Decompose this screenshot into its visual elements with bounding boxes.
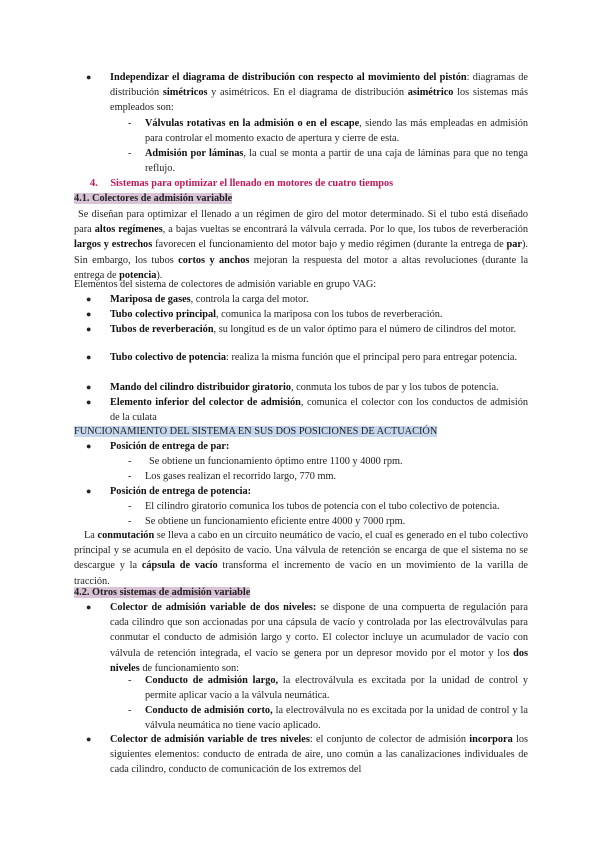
posicion-par: ● Posición de entrega de par: — [86, 441, 230, 452]
par-sub-1: - Se obtiene un funcionamiento óptimo entre 1100 y 4000 rpm. — [128, 456, 403, 467]
section-4-1-heading: 4.1. Colectores de admisión variable — [74, 193, 233, 204]
sub-valvulas-rotativas: - Válvulas rotativas en la admisión o en el escape, siendo las más empleadas en admisión para controlar el momento exacto de apertura y cierre de esta. — [128, 118, 528, 145]
element-tubo-colectivo-principal: ● Tubo colectivo principal, comunica la mariposa con los tubos de reverberación. — [86, 309, 443, 320]
element-inferior-colector: ● Elemento inferior del colector de admisión, comunica el colector con los conductos de admisión de la culata — [86, 397, 529, 424]
section-4-2-heading: 4.2. Otros sistemas de admisión variable — [74, 587, 251, 598]
potencia-sub-1: - El cilindro giratorio comunica los tubos de potencia con el tubo colectivo de potencia. — [128, 501, 500, 512]
bullet-independizar: ● Independizar el diagrama de distribución con respecto al movimiento del pistón: diagramas de distribución simétricos y asimétricos. En el diagrama de distribución asimétrico los sistemas más empleados son: — [86, 72, 529, 114]
par-sub-2: - Los gases realizan el recorrido largo, 770 mm. — [128, 471, 337, 482]
sub-admision-laminas: - Admisión por láminas, la cual se monta a partir de una caja de láminas para que no tenga reflujo. — [128, 148, 528, 175]
colector-dos-niveles: ● Colector de admisión variable de dos niveles: se dispone de una compuerta de regulación para cada cilindro que son accionadas por una cápsula de vacío y controlada por las electroválvulas para conmutar el conducto de admisión largo y corto. El colector incluye un acumulador de vacío con válvula de retención integrada, el vacío se genera por un depresor movido por el motor y los dos niveles de funcionamiento son: — [86, 602, 528, 674]
functioning-heading: FUNCIONAMIENTO DEL SISTEMA EN SUS DOS POSICIONES DE ACTUACIÓN — [74, 426, 438, 437]
elements-intro: Elementos del sistema de colectores de admisión variable en grupo VAG: — [74, 279, 377, 290]
element-mando-cilindro: ● Mando del cilindro distribuidor giratorio, conmuta los tubos de par y los tubos de potencia. — [86, 382, 499, 393]
bold-text: Independizar el diagrama de distribución con respecto al movimiento del pistón — [110, 72, 467, 83]
section-4-heading: 4. Sistemas para optimizar el llenado en motores de cuatro tiempos — [90, 178, 394, 189]
conducto-largo: - Conducto de admisión largo, la electroválvula es excitada por la unidad de control y permite aplicar vacío a la válvula neumática. — [128, 675, 528, 702]
conducto-corto: - Conducto de admisión corto, la electroválvula no es excitada por la unidad de control y la válvula neumática no tiene vacío aplicado. — [128, 705, 528, 732]
element-mariposa: ● Mariposa de gases, controla la carga del motor. — [86, 294, 309, 305]
element-tubo-colectivo-potencia: ● Tubo colectivo de potencia: realiza la misma función que el principal pero para entregar potencia. — [86, 352, 518, 363]
posicion-potencia: ● Posición de entrega de potencia: — [86, 486, 252, 497]
colector-tres-niveles: ● Colector de admisión variable de tres niveles: el conjunto de colector de admisión incorpora los siguientes elementos: conducto de entrada de aire, uno común a las canalizaciones individuales de cada cilindro, conducto de comunicación de los extremos del — [86, 734, 528, 776]
section-4-1-paragraph: Se diseñan para optimizar el llenado a un régimen de giro del motor determinado. Si el tubo está diseñado para altos regímenes, a bajas vueltas se encontrará la válvula cerrada. Por lo que, los tubos de reverberación largos y estrechos favorecen el funcionamiento del motor bajo y medio régimen (durante la entrega de par). Sin embargo, los tubos cortos y anchos mejoran la respuesta del motor a altas revoluciones (durante la entrega de potencia). — [74, 209, 529, 281]
bullet-dot: ● — [86, 72, 92, 82]
potencia-sub-2: - Se obtiene un funcionamiento eficiente entre 4000 y 7000 rpm. — [128, 516, 406, 527]
element-tubos-reverberacion: ● Tubos de reverberación, su longitud es de un valor óptimo para el número de cilindros del motor. — [86, 324, 517, 335]
conmutacion-paragraph: La conmutación se lleva a cabo en un circuito neumático de vacío, el cual es generado en el tubo colectivo principal y se acumula en el depósito de vacío. Una válvula de retención se encarga de que el sistema no se descargue y la cápsula de vacío transforma el incremento de vacío en un movimiento de la varilla de tracción. — [74, 530, 528, 587]
